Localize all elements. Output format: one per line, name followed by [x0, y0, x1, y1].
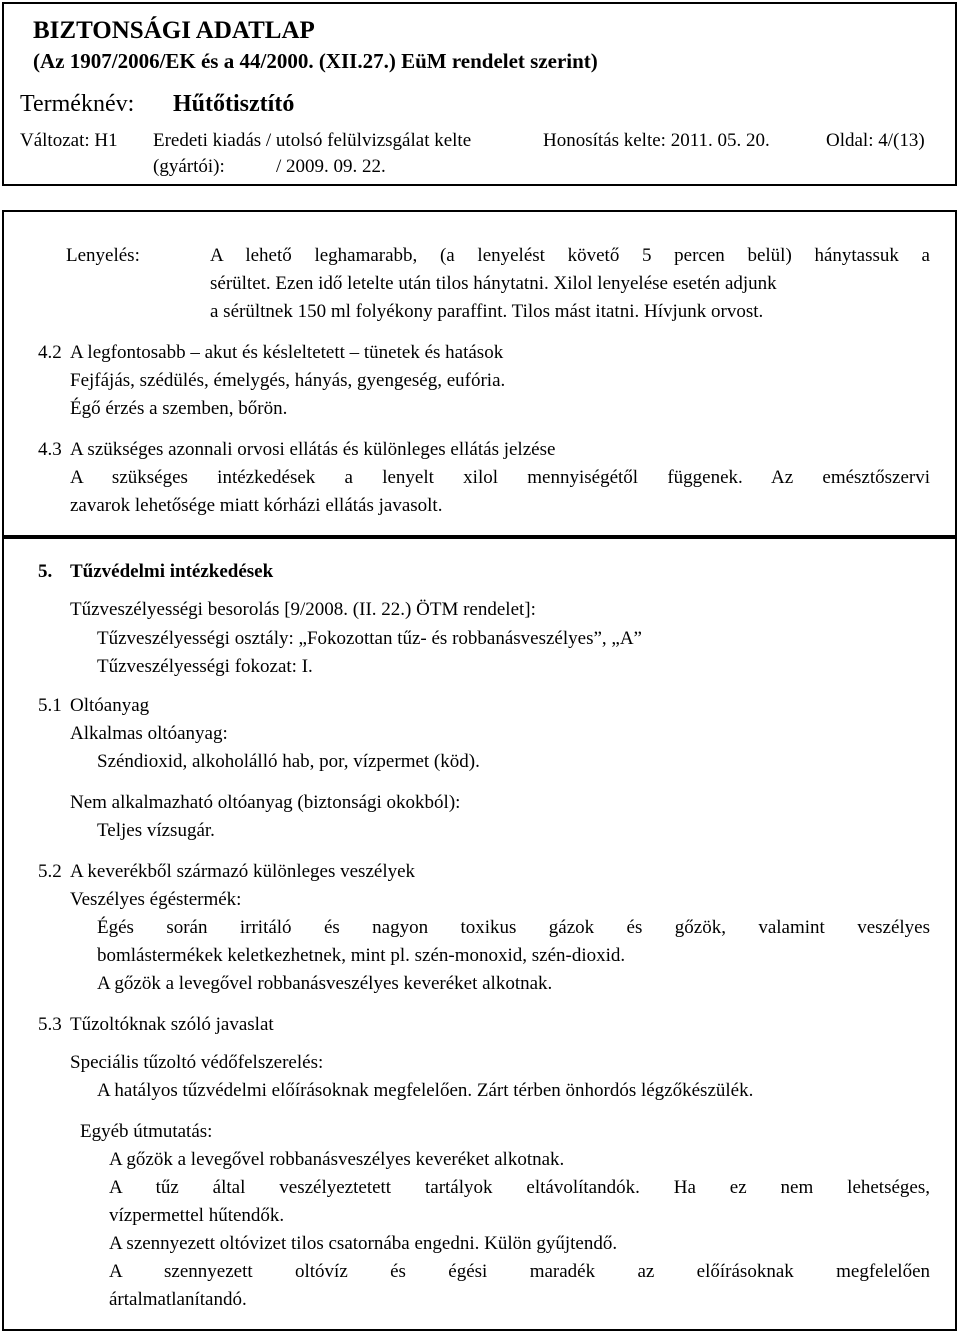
protective-equipment-label: Speciális tűzoltó védőfelszerelés:: [70, 1052, 324, 1073]
section-4-2-number: 4.2: [38, 342, 62, 363]
unsuitable-media: Teljes vízsugár.: [97, 820, 215, 841]
issue-label: Eredeti kiadás / utolsó felülvizsgálat kelte: [153, 130, 472, 151]
other-guidance-line: ártalmatlanítandó.: [109, 1289, 247, 1310]
suitable-media-label: Alkalmas oltóanyag:: [70, 723, 228, 744]
swallow-line: A lehető leghamarabb, (a lenyelést követő 5 percen belül) hánytassuk a: [210, 245, 930, 266]
section-5-3-title: Tűzoltóknak szóló javaslat: [70, 1014, 274, 1035]
section-5-number: 5.: [38, 561, 53, 582]
other-guidance-line: A tűz által veszélyeztetett tartályok eltávolítandók. Ha ez nem lehetséges,: [109, 1177, 930, 1198]
hazardous-products-label: Veszélyes égéstermék:: [70, 889, 242, 910]
hazardous-products-line: A gőzök a levegővel robbanásveszélyes keveréket alkotnak.: [97, 973, 553, 994]
section-5-title: Tűzvédelmi intézkedések: [70, 561, 274, 582]
page-number: Oldal: 4/(13): [826, 130, 925, 151]
fire-class-detail: Tűzveszélyességi osztály: „Fokozottan tűz- és robbanásveszélyes”, „A”: [97, 628, 642, 649]
regulation-subtitle: (Az 1907/2006/EK és a 44/2000. (XII.27.) EüM rendelet szerint): [33, 49, 598, 73]
section-4-2-title: A legfontosabb – akut és késleltetett – tünetek és hatások: [70, 342, 504, 363]
issue-label-2: (gyártói):: [153, 156, 225, 177]
other-guidance-line: A gőzök a levegővel robbanásveszélyes keveréket alkotnak.: [109, 1149, 565, 1170]
swallow-line: a sérültnek 150 ml folyékony paraffint. Tilos mást itatni. Hívjunk orvost.: [210, 301, 764, 322]
localization-date: Honosítás kelte: 2011. 05. 20.: [543, 130, 770, 151]
fire-classification: Tűzveszélyességi besorolás [9/2008. (II. 22.) ÖTM rendelet]:: [70, 599, 536, 620]
hazardous-products-line: Égés során irritáló és nagyon toxikus gázok és gőzök, valamint veszélyes: [97, 917, 930, 938]
issue-date: / 2009. 09. 22.: [276, 156, 386, 177]
other-guidance-line: vízpermettel hűtendők.: [109, 1205, 285, 1226]
section-5-3-number: 5.3: [38, 1014, 62, 1035]
other-guidance-line: A szennyezett oltóvizet tilos csatornába engedni. Külön gyűjtendő.: [109, 1233, 618, 1254]
section-4-2-line: Égő érzés a szemben, bőrön.: [70, 398, 288, 419]
product-label: Terméknév:: [20, 91, 135, 117]
section-4-3-title: A szükséges azonnali orvosi ellátás és különleges ellátás jelzése: [70, 439, 556, 460]
hazardous-products-line: bomlástermékek keletkezhetnek, mint pl. szén-monoxid, szén-dioxid.: [97, 945, 626, 966]
protective-equipment: A hatályos tűzvédelmi előírásoknak megfelelően. Zárt térben önhordós légzőkészülék.: [97, 1080, 754, 1101]
unsuitable-media-label: Nem alkalmazható oltóanyag (biztonsági okokból):: [70, 792, 461, 813]
section-4-3-number: 4.3: [38, 439, 62, 460]
section-5-1-title: Oltóanyag: [70, 695, 150, 716]
swallow-line: sérültet. Ezen idő letelte után tilos hánytatni. Xilol lenyelése esetén adjunk: [210, 273, 777, 294]
section-5-2-title: A keverékből származó különleges veszélyek: [70, 861, 416, 882]
swallow-label: Lenyelés:: [66, 245, 140, 266]
section-5-2-number: 5.2: [38, 861, 62, 882]
other-guidance-label: Egyéb útmutatás:: [80, 1121, 213, 1142]
fire-class-grade: Tűzveszélyességi fokozat: I.: [97, 656, 313, 677]
section-4-2-line: Fejfájás, szédülés, émelygés, hányás, gyengeség, eufória.: [70, 370, 506, 391]
section-5-1-number: 5.1: [38, 695, 62, 716]
document-title: BIZTONSÁGI ADATLAP: [33, 17, 315, 44]
section-4-3-line: zavarok lehetősége miatt kórházi ellátás javasolt.: [70, 495, 443, 516]
product-name: Hűtőtisztító: [173, 91, 295, 117]
version: Változat: H1: [20, 130, 118, 151]
section-4-3-line: A szükséges intézkedések a lenyelt xilol mennyiségétől függenek. Az emésztőszervi: [70, 467, 930, 488]
other-guidance-line: A szennyezett oltóvíz és égési maradék az előírásoknak megfelelően: [109, 1261, 930, 1282]
suitable-media: Széndioxid, alkoholálló hab, por, vízpermet (köd).: [97, 751, 480, 772]
